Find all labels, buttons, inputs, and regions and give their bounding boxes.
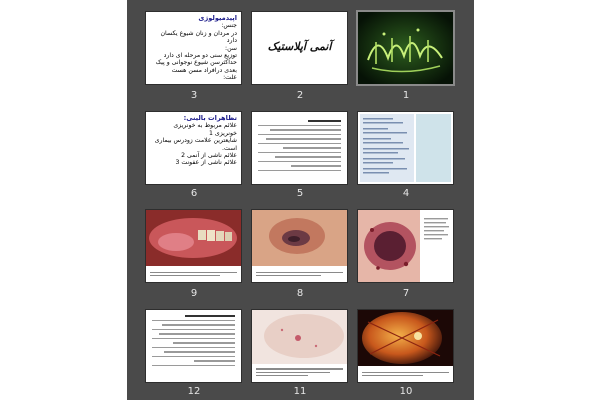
slide-thumbnail-6[interactable]: [146, 112, 241, 184]
slide-3-line: بعدی درافراد مسن هست: [171, 66, 237, 74]
slide-6-line: علائم ناشی از عفونت 3: [175, 159, 237, 167]
slide-number: 8: [296, 288, 304, 299]
slide-3-line: سن:: [225, 44, 237, 52]
slide-5-text-lines: [258, 120, 341, 174]
figure-caption: [150, 272, 237, 278]
slide-thumbnail-4[interactable]: [358, 112, 453, 184]
slide-thumbnail-8[interactable]: [252, 210, 347, 282]
mouth-ulcer-photo: [358, 210, 453, 282]
slide-2-title: آنمی آپلاستیک: [267, 40, 332, 53]
slide-6-line: علائم مربوط به خونریزی خونریزی 1: [173, 122, 237, 137]
slide-4-table-graphic: [358, 112, 453, 184]
slide-3-heading: اپیدمیولوژی: [198, 14, 237, 22]
slide-number: 2: [296, 90, 304, 101]
calligraphy-image: [358, 12, 453, 84]
slide-12-text-lines: [152, 315, 235, 369]
slide-thumbnail-7[interactable]: [358, 210, 453, 282]
slide-6-text: [146, 112, 241, 170]
slide-number: 4: [402, 188, 410, 199]
slide-number: 3: [190, 90, 198, 101]
slide-number: 9: [190, 288, 198, 299]
slide-thumbnail-5[interactable]: [252, 112, 347, 184]
slide-number: 5: [296, 188, 304, 199]
slide-3-line: علت:: [223, 74, 237, 82]
slide-thumbnail-3[interactable]: [146, 12, 241, 84]
slide-3-line: توزیع سنی دو مرحله ای دارد: [163, 52, 237, 60]
slide-thumbnail-10[interactable]: [358, 310, 453, 382]
slide-sorter-panel: [127, 0, 474, 400]
figure-caption: [256, 272, 343, 278]
slide-3-text: [146, 12, 241, 84]
slide-thumbnail-2[interactable]: [252, 12, 347, 84]
slide-thumbnail-11[interactable]: [252, 310, 347, 382]
slide-6-line: شایعترین علامت زودرس بیماری: [154, 137, 237, 145]
slide-thumbnail-9[interactable]: [146, 210, 241, 282]
figure-caption: [362, 372, 449, 378]
slide-thumbnail-1[interactable]: [358, 12, 453, 84]
slide-3-line: در مردان و زنان شیوع یکسان دارد: [160, 29, 237, 45]
slide-number: 1: [402, 90, 410, 101]
slide-number: 12: [187, 386, 201, 397]
slide-3-line: جنس:: [221, 22, 237, 30]
slide-3-line: حداکثرسن شیوع نوجوانی و پیک: [155, 59, 237, 67]
slide-number: 7: [402, 288, 410, 299]
slide-number: 6: [190, 188, 198, 199]
slide-number: 10: [399, 386, 413, 397]
slide-6-line: علائم ناشی از آنمی 2: [181, 152, 237, 160]
slide-thumbnail-12[interactable]: [146, 310, 241, 382]
figure-caption: [256, 368, 343, 378]
slide-6-heading: تظاهرات بالینی:: [183, 114, 237, 122]
slide-number: 11: [293, 386, 307, 397]
slide-6-line: است.: [222, 144, 237, 152]
